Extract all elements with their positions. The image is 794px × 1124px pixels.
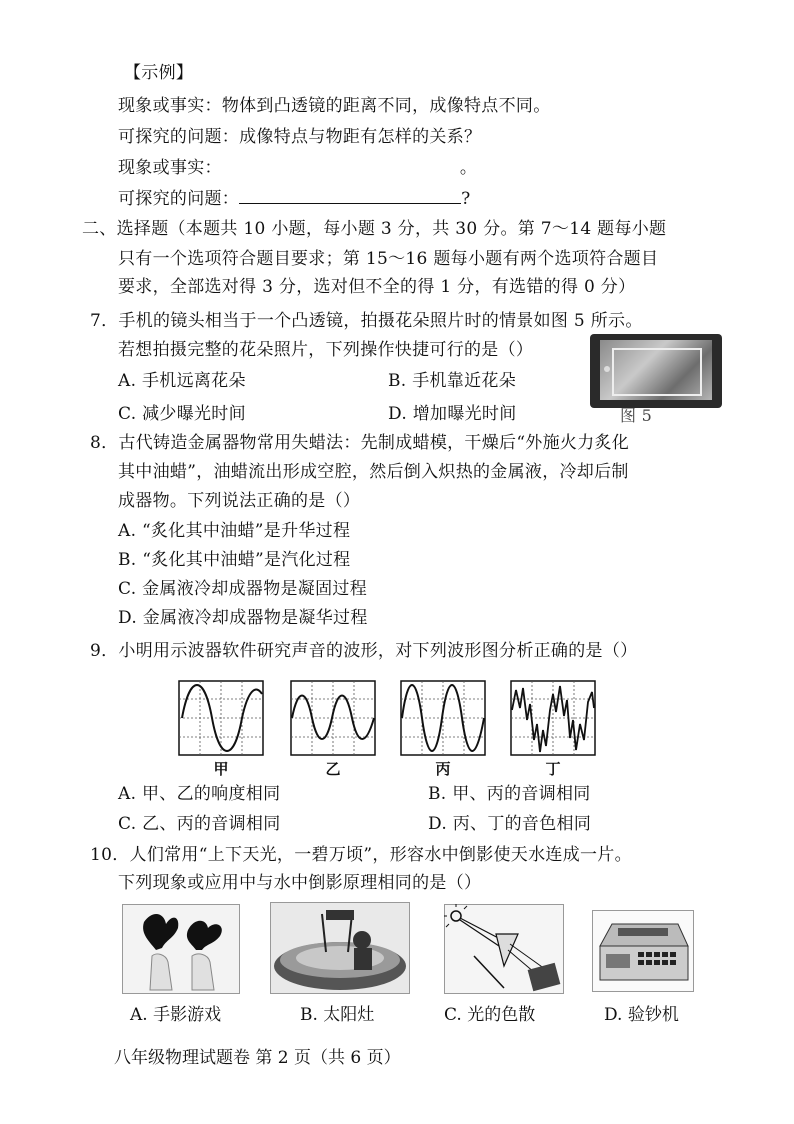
q9-option-b[interactable]: B. 甲、丙的音调相同: [428, 784, 591, 804]
q7-option-b[interactable]: B. 手机靠近花朵: [388, 371, 516, 391]
question-text: 成像特点与物距有怎样的关系？: [239, 127, 482, 147]
q7-stem-line2: 若想拍摄完整的花朵照片，下列操作快捷可行的是（）: [118, 340, 534, 360]
section2-line2: 只有一个选项符合题目要求；第 15～16 题每小题有两个选项符合题目: [118, 249, 659, 269]
q9-stem: 9．小明用示波器软件研究声音的波形，对下列波形图分析正确的是（）: [90, 641, 638, 661]
question-blank-end: ?: [461, 189, 471, 209]
wave-label-jia: 甲: [213, 760, 229, 778]
light-dispersion-image: [444, 904, 564, 994]
waveform-jia: [178, 680, 264, 756]
section2-line3: 要求，全部选对得 3 分，选对但不全的得 1 分，有选错的得 0 分）: [118, 277, 636, 297]
q9-option-d[interactable]: D. 丙、丁的音色相同: [428, 814, 592, 834]
q10-option-c[interactable]: C. 光的色散: [444, 1005, 536, 1025]
section2-heading: 二、选择题（本题共 10 小题，每小题 3 分，共 30 分。第 7～14 题每小题: [82, 219, 667, 239]
phenomenon-label-2: 现象或事实：: [118, 158, 222, 178]
q8-option-a[interactable]: A. “炙化其中油蜡”是升华过程: [118, 521, 351, 541]
q9-option-a[interactable]: A. 甲、乙的响度相同: [118, 784, 281, 804]
solar-cooker-image: [270, 902, 410, 994]
wave-label-ding: 丁: [545, 760, 561, 778]
q7-stem-line1: 7．手机的镜头相当于一个凸透镜，拍摄花朵照片时的情景如图 5 所示。: [90, 311, 643, 331]
q10-option-a[interactable]: A. 手影游戏: [130, 1005, 222, 1025]
q10-option-d[interactable]: D. 验钞机: [604, 1005, 679, 1025]
figure5-phone-photo: [590, 334, 722, 408]
question-label-2: 可探究的问题：: [118, 189, 240, 209]
wave-label-bing: 丙: [435, 760, 451, 778]
q9-option-c[interactable]: C. 乙、丙的音调相同: [118, 814, 281, 834]
answer-phenomenon-line: [118, 157, 477, 179]
q8-stem-line1: 8．古代铸造金属器物常用失蜡法：先制成蜡模，干燥后“外施火力炙化: [90, 433, 630, 453]
q7-option-d[interactable]: D. 增加曝光时间: [388, 404, 517, 424]
phenomenon-label: 现象或事实：: [118, 96, 222, 116]
q10-option-b[interactable]: B. 太阳灶: [300, 1005, 375, 1025]
phenomenon-text: 物体到凸透镜的距离不同，成像特点不同。: [221, 96, 551, 116]
q7-option-c[interactable]: C. 减少曝光时间: [118, 404, 246, 424]
answer-question-line: [118, 187, 471, 210]
q8-option-c[interactable]: C. 金属液冷却成器物是凝固过程: [118, 579, 368, 599]
money-detector-image: [592, 910, 694, 992]
q10-stem-line1: 10．人们常用“上下天光，一碧万顷”，形容水中倒影使天水连成一片。: [90, 845, 632, 865]
example-title: 【示例】: [124, 63, 194, 83]
phenomenon-blank-end: 。: [459, 158, 478, 178]
q8-option-b[interactable]: B. “炙化其中油蜡”是汽化过程: [118, 550, 351, 570]
q8-stem-line3: 成器物。下列说法正确的是（）: [118, 491, 361, 511]
wave-label-yi: 乙: [325, 760, 341, 778]
page-footer: 八年级物理试题卷 第 2 页（共 6 页）: [114, 1048, 401, 1068]
figure5-label: 图 5: [620, 406, 653, 425]
q7-option-a[interactable]: A. 手机远离花朵: [118, 371, 246, 391]
q8-stem-line2: 其中油蜡”，油蜡流出形成空腔，然后倒入炽热的金属液，冷却后制: [118, 462, 629, 482]
waveform-yi: [290, 680, 376, 756]
question-answer-blank[interactable]: [239, 187, 461, 204]
example-phenomenon: [118, 95, 551, 117]
q8-option-d[interactable]: D. 金属液冷却成器物是凝华过程: [118, 608, 368, 628]
waveform-ding: [510, 680, 596, 756]
waveform-bing: [400, 680, 486, 756]
question-label: 可探究的问题：: [118, 127, 240, 147]
example-question: [118, 126, 481, 148]
hand-shadow-image: [122, 904, 240, 994]
q10-stem-line2: 下列现象或应用中与水中倒影原理相同的是（）: [118, 873, 482, 893]
